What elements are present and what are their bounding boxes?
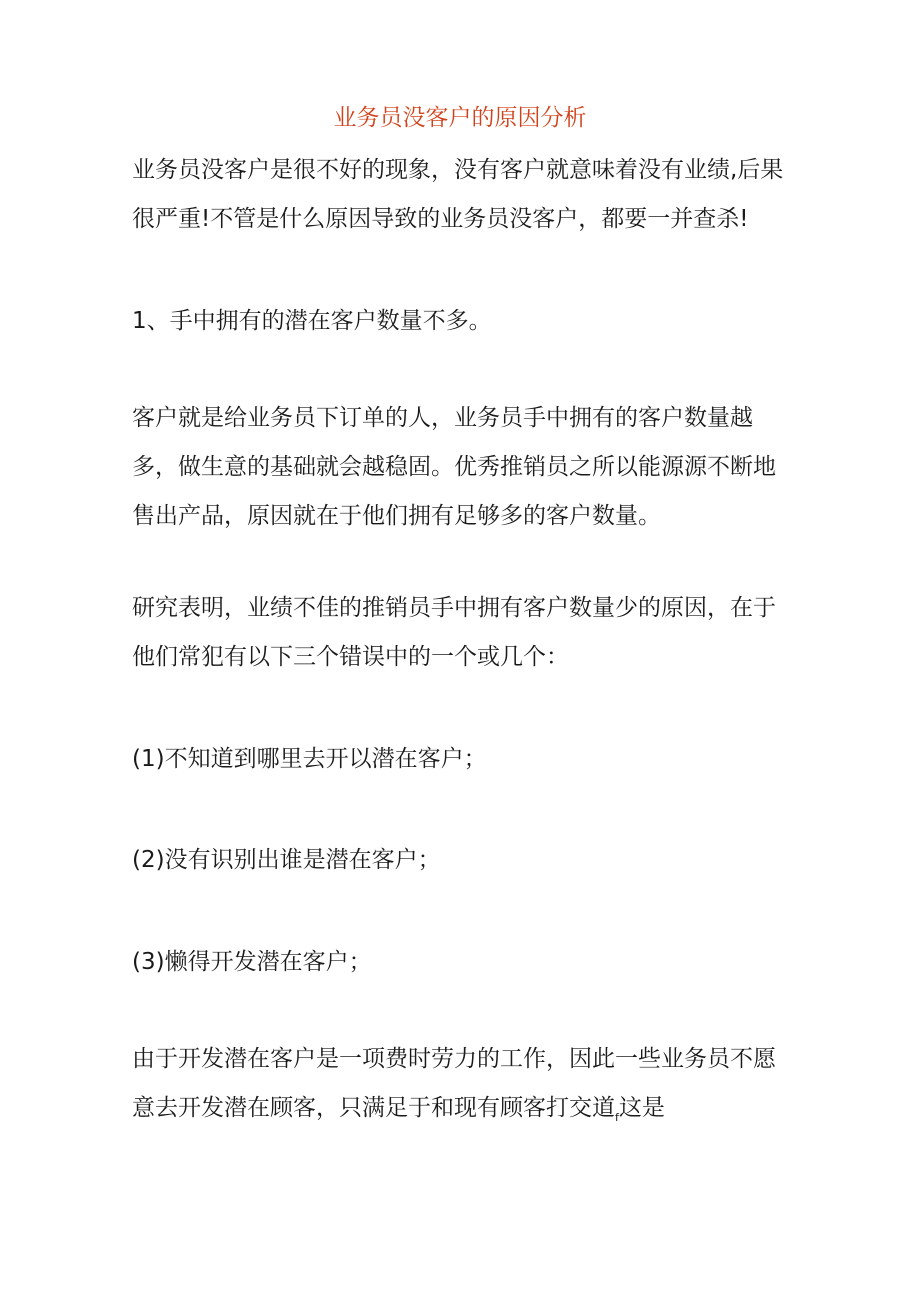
paragraph-closing-text: 由于开发潜在客户是一项费时劳力的工作，因此一些业务员不愿 意去开发潜在顾客，只满足于和现有顾客打交道 bbox=[132, 1046, 776, 1121]
subscript-marker: f bbox=[615, 1111, 619, 1124]
list-item-2: (2)没有识别出谁是潜在客户； bbox=[132, 847, 441, 873]
list-item-1: (1)不知道到哪里去开以潜在客户； bbox=[132, 746, 487, 772]
paragraph-research: 研究表明，业绩不佳的推销员手中拥有客户数量少的原因，在于 他们常犯有以下三个错误中的一个或几个： bbox=[132, 595, 776, 670]
paragraph-closing-tail: 这是 bbox=[618, 1095, 665, 1121]
paragraph-customers: 客户就是给业务员下订单的人，业务员手中拥有的客户数量越 多，做生意的基础就会越稳固。优秀推销员之所以能源源不断地 售出产品，原因就在于他们拥有足够多的客户数量。 bbox=[132, 405, 776, 529]
paragraph-intro: 业务员没客户是很不好的现象，没有客户就意味着没有业绩,后果 很严重!不管是什么原因导致的业务员没客户，都要一并查杀! bbox=[132, 157, 784, 232]
list-item-3: (3)懒得开发潜在客户； bbox=[132, 949, 372, 975]
paragraph-point-1: 1、手中拥有的潜在客户数量不多。 bbox=[132, 308, 492, 334]
paragraph-closing bbox=[132, 1035, 792, 1142]
document-title: 业务员没客户的原因分析 bbox=[333, 105, 587, 131]
